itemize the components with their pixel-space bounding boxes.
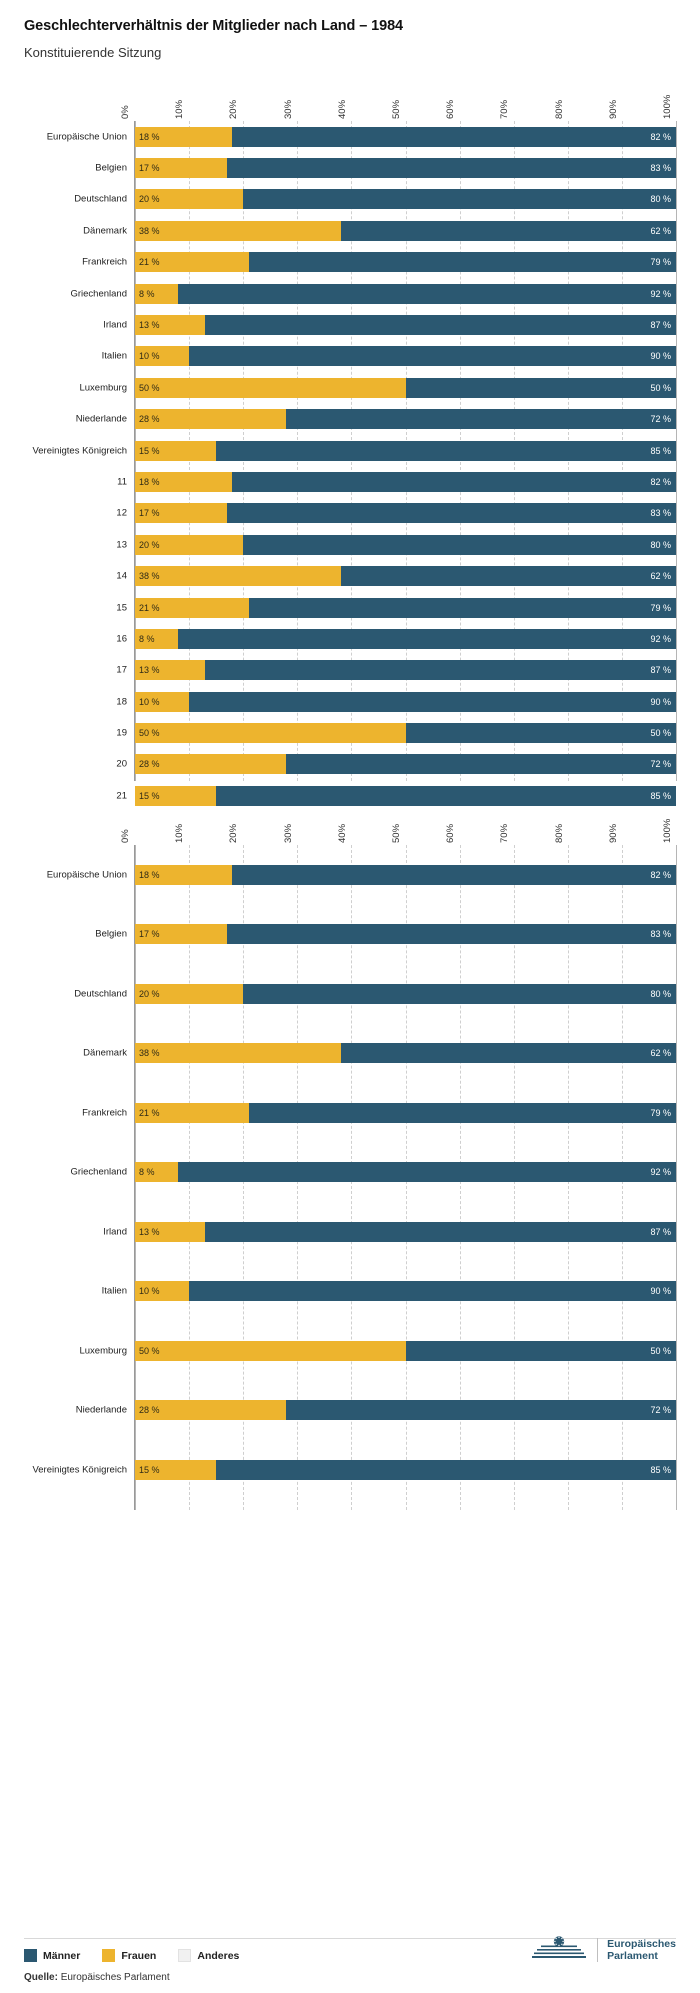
stacked-bar[interactable] [135, 1400, 676, 1420]
category-label: 17 [116, 664, 127, 676]
category-label: Europäische Union [46, 869, 127, 881]
chart-row [116, 686, 676, 717]
bar-label-women: 38 % [139, 571, 160, 582]
x-axis-tick-100: 100% [662, 94, 673, 119]
gridline-100 [676, 845, 678, 1510]
bar-segment-women[interactable] [135, 346, 189, 366]
chart-row [95, 904, 676, 964]
bar-segment-women[interactable] [135, 984, 243, 1004]
chart-row [32, 435, 676, 466]
bar-segment-women[interactable] [135, 1043, 341, 1063]
bar-segment-women[interactable] [135, 252, 249, 272]
bar-label-women: 17 % [139, 163, 160, 174]
bar-segment-women[interactable] [135, 865, 232, 885]
gridline-100 [676, 121, 678, 781]
chart-2-plot [32, 845, 676, 1510]
bar-segment-men[interactable] [178, 1162, 676, 1182]
bar-label-women: 10 % [139, 1286, 160, 1297]
stacked-bar[interactable] [135, 566, 676, 586]
bar-segment-women[interactable] [135, 503, 227, 523]
x-axis-tick-80: 80% [553, 99, 565, 119]
parliament-wordmark [597, 1938, 676, 1962]
chart-2-x-axis [120, 803, 676, 845]
stacked-bar[interactable] [135, 189, 676, 209]
chart-row [116, 498, 676, 529]
bar-label-men: 83 % [650, 508, 671, 519]
category-label: Deutschland [74, 193, 127, 205]
bar-label-men: 72 % [650, 759, 671, 770]
bar-segment-women[interactable] [135, 535, 243, 555]
european-parliament-logo [530, 1935, 676, 1965]
bar-label-women: 8 % [139, 633, 155, 644]
bar-label-women: 8 % [139, 288, 155, 299]
bar-segment-men[interactable] [227, 924, 676, 944]
bar-label-women: 21 % [139, 257, 160, 268]
category-label: Vereinigtes Königreich [32, 445, 127, 457]
bar-segment-men[interactable] [249, 598, 676, 618]
x-axis-tick-40: 40% [336, 99, 348, 119]
stacked-bar[interactable] [135, 984, 676, 1004]
category-label: Dänemark [83, 1047, 127, 1059]
x-axis-tick-100: 100% [662, 818, 673, 843]
bar-label-men: 85 % [650, 1464, 671, 1475]
bar-label-women: 20 % [139, 194, 160, 205]
bar-label-men: 83 % [650, 163, 671, 174]
stacked-bar[interactable] [135, 252, 676, 272]
bar-segment-men[interactable] [249, 252, 676, 272]
bar-segment-women[interactable] [135, 284, 178, 304]
stacked-bar[interactable] [135, 598, 676, 618]
x-axis-tick-30: 30% [282, 99, 294, 119]
page-title: Geschlechterverhältnis der Mitglieder nach Land – 1984 [24, 18, 403, 34]
chart-row [70, 278, 676, 309]
bar-label-men: 90 % [650, 696, 671, 707]
chart-1 [24, 79, 676, 802]
chart-row [74, 184, 676, 215]
bar-label-men: 79 % [650, 1107, 671, 1118]
category-label: 13 [116, 539, 127, 551]
category-label: Niederlande [75, 413, 127, 425]
bar-label-women: 50 % [139, 1345, 160, 1356]
bar-segment-women[interactable] [135, 409, 286, 429]
stacked-bar[interactable] [135, 692, 676, 712]
bar-segment-men[interactable] [227, 158, 676, 178]
x-axis-tick-60: 60% [445, 823, 457, 843]
legend-swatch-other [178, 1949, 191, 1962]
stacked-bar[interactable] [135, 472, 676, 492]
bar-segment-men[interactable] [227, 503, 676, 523]
chart-row [75, 1380, 676, 1440]
bar-label-women: 28 % [139, 414, 160, 425]
category-label: 21 [116, 790, 127, 802]
bar-label-men: 50 % [650, 1345, 671, 1356]
bar-label-men: 50 % [650, 728, 671, 739]
bar-segment-women[interactable] [135, 378, 406, 398]
chart-row [117, 466, 676, 497]
bar-segment-men[interactable] [232, 472, 676, 492]
bar-segment-men[interactable] [243, 189, 676, 209]
chart-row [95, 152, 676, 183]
bar-label-women: 21 % [139, 1107, 160, 1118]
bar-segment-women[interactable] [135, 1222, 205, 1242]
chart-row [103, 309, 676, 340]
bar-segment-women[interactable] [135, 629, 178, 649]
bar-segment-women[interactable] [135, 472, 232, 492]
x-axis-tick-80: 80% [553, 823, 565, 843]
legend-swatch-men [24, 1949, 37, 1962]
bar-label-men: 82 % [650, 869, 671, 880]
bar-label-men: 80 % [650, 194, 671, 205]
bar-label-men: 80 % [650, 539, 671, 550]
bar-segment-women[interactable] [135, 1103, 249, 1123]
bar-segment-men[interactable] [189, 1281, 676, 1301]
bar-segment-women[interactable] [135, 566, 341, 586]
bar-segment-women[interactable] [135, 315, 205, 335]
bar-label-women: 50 % [139, 382, 160, 393]
bar-segment-women[interactable] [135, 1400, 286, 1420]
stacked-bar[interactable] [135, 409, 676, 429]
stacked-bar[interactable] [135, 865, 676, 885]
bar-segment-men[interactable] [243, 984, 676, 1004]
chart-row [46, 121, 676, 152]
bar-label-men: 92 % [650, 633, 671, 644]
stacked-bar[interactable] [135, 924, 676, 944]
bar-label-women: 13 % [139, 1226, 160, 1237]
bar-label-women: 38 % [139, 1048, 160, 1059]
bar-segment-men[interactable] [189, 692, 676, 712]
bar-label-women: 18 % [139, 869, 160, 880]
chart-row [75, 404, 676, 435]
x-axis-tick-50: 50% [391, 99, 402, 119]
stacked-bar[interactable] [135, 221, 676, 241]
chart-row [79, 1321, 676, 1381]
category-label: Irland [103, 1226, 127, 1238]
stacked-bar[interactable] [135, 284, 676, 304]
bar-label-men: 85 % [650, 445, 671, 456]
bar-label-men: 62 % [650, 225, 671, 236]
bar-segment-men[interactable] [286, 754, 676, 774]
bar-segment-women[interactable] [135, 1281, 189, 1301]
chart-row [82, 247, 676, 278]
chart-row [83, 215, 676, 246]
bar-label-men: 50 % [650, 382, 671, 393]
stacked-bar[interactable] [135, 441, 676, 461]
stacked-bar[interactable] [135, 1043, 676, 1063]
bar-segment-men[interactable] [205, 315, 676, 335]
bar-segment-men[interactable] [232, 865, 676, 885]
x-axis-tick-40: 40% [336, 823, 348, 843]
x-axis-tick-0: 0% [120, 105, 131, 119]
bar-segment-women[interactable] [135, 692, 189, 712]
chart-header [0, 0, 700, 61]
x-axis-tick-60: 60% [445, 99, 457, 119]
stacked-bar[interactable] [135, 1222, 676, 1242]
chart-row [116, 529, 676, 560]
stacked-bar[interactable] [135, 723, 676, 743]
category-label: Irland [103, 319, 127, 331]
stacked-bar[interactable] [135, 1103, 676, 1123]
chart-row [101, 1261, 676, 1321]
bar-segment-men[interactable] [216, 441, 676, 461]
bar-label-men: 82 % [650, 131, 671, 142]
legend-item-women[interactable] [102, 1949, 156, 1962]
chart-row [116, 560, 676, 591]
category-label: 12 [116, 507, 127, 519]
bar-label-men: 79 % [650, 602, 671, 613]
bar-segment-women[interactable] [135, 221, 341, 241]
legend-swatch-women [102, 1949, 115, 1962]
stacked-bar[interactable] [135, 378, 676, 398]
bar-label-men: 62 % [650, 1048, 671, 1059]
stacked-bar[interactable] [135, 629, 676, 649]
chart-row [116, 749, 676, 780]
stacked-bar[interactable] [135, 346, 676, 366]
x-axis-tick-20: 20% [228, 99, 240, 119]
bar-label-men: 87 % [650, 1226, 671, 1237]
x-axis-tick-20: 20% [228, 823, 240, 843]
source-note [24, 1972, 676, 1983]
bar-segment-women[interactable] [135, 127, 232, 147]
bar-label-men: 87 % [650, 665, 671, 676]
legend-label-other: Anderes [197, 1949, 240, 1962]
legend-label-men: Männer [43, 1949, 81, 1962]
bar-segment-women[interactable] [135, 441, 216, 461]
x-axis-tick-10: 10% [174, 823, 186, 843]
stacked-bar[interactable] [135, 503, 676, 523]
x-axis-tick-90: 90% [607, 99, 619, 119]
bar-label-men: 62 % [650, 571, 671, 582]
x-axis-tick-50: 50% [391, 823, 402, 843]
chart-row [116, 623, 676, 654]
bar-label-men: 92 % [650, 1167, 671, 1178]
bar-label-men: 72 % [650, 1405, 671, 1416]
bar-label-men: 82 % [650, 476, 671, 487]
bar-label-women: 13 % [139, 320, 160, 331]
x-axis-tick-0: 0% [120, 829, 131, 843]
stacked-bar[interactable] [135, 127, 676, 147]
chart-row [70, 1142, 676, 1202]
bar-segment-men[interactable] [341, 1043, 676, 1063]
bar-segment-women[interactable] [135, 1460, 216, 1480]
bar-label-women: 28 % [139, 1405, 160, 1416]
x-axis-tick-30: 30% [282, 823, 294, 843]
bar-segment-women[interactable] [135, 660, 205, 680]
x-axis-tick-70: 70% [499, 99, 511, 119]
bar-label-women: 17 % [139, 508, 160, 519]
category-label: Luxemburg [79, 1345, 127, 1357]
bar-segment-women[interactable] [135, 1341, 406, 1361]
bar-segment-men[interactable] [406, 723, 677, 743]
stacked-bar[interactable] [135, 660, 676, 680]
category-label: Frankreich [82, 1107, 127, 1119]
bar-segment-men[interactable] [406, 378, 677, 398]
bar-segment-men[interactable] [205, 1222, 676, 1242]
bar-label-men: 72 % [650, 414, 671, 425]
chart-row [32, 1440, 676, 1500]
stacked-bar[interactable] [135, 1341, 676, 1361]
stacked-bar[interactable] [135, 1281, 676, 1301]
bar-label-women: 15 % [139, 445, 160, 456]
bar-segment-men[interactable] [178, 629, 676, 649]
bar-segment-women[interactable] [135, 723, 406, 743]
bar-segment-men[interactable] [216, 1460, 676, 1480]
category-label: Italien [101, 1285, 127, 1297]
category-label: Griechenland [70, 288, 127, 300]
category-label: Griechenland [70, 1166, 127, 1178]
bar-segment-men[interactable] [232, 127, 676, 147]
bar-label-women: 20 % [139, 988, 160, 999]
bar-label-men: 90 % [650, 1286, 671, 1297]
category-label: 20 [116, 758, 127, 770]
category-label: Deutschland [74, 988, 127, 1000]
page-subtitle: Konstituierende Sitzung [24, 45, 162, 61]
chart-row [101, 341, 676, 372]
chart-row [46, 845, 676, 905]
category-label: 11 [117, 476, 127, 488]
bar-label-men: 90 % [650, 351, 671, 362]
bar-segment-men[interactable] [249, 1103, 676, 1123]
legend-item-men[interactable] [24, 1949, 80, 1962]
stacked-bar[interactable] [135, 535, 676, 555]
x-axis-tick-90: 90% [607, 823, 619, 843]
bar-segment-women[interactable] [135, 754, 286, 774]
chart-row [103, 1202, 676, 1262]
category-label: Europäische Union [46, 131, 127, 143]
logo-line-1: Europäisches [607, 1937, 676, 1950]
bar-segment-men[interactable] [341, 221, 676, 241]
category-label: 16 [116, 633, 127, 645]
bar-label-men: 83 % [650, 929, 671, 940]
bar-segment-men[interactable] [406, 1341, 677, 1361]
chart-row [74, 964, 676, 1024]
bar-segment-men[interactable] [189, 346, 676, 366]
bar-label-men: 87 % [650, 320, 671, 331]
stacked-bar[interactable] [135, 754, 676, 774]
bar-label-men: 80 % [650, 988, 671, 999]
bar-label-women: 18 % [139, 131, 160, 142]
chart-row [83, 1023, 676, 1083]
category-label: Frankreich [82, 256, 127, 268]
bar-segment-men[interactable] [205, 660, 676, 680]
chart-1-x-axis [120, 79, 676, 121]
category-label: 15 [116, 602, 127, 614]
bar-label-women: 21 % [139, 602, 160, 613]
category-label: Vereinigtes Königreich [32, 1464, 127, 1476]
legend-label-women: Frauen [121, 1949, 157, 1962]
stacked-bar[interactable] [135, 1460, 676, 1480]
stacked-bar[interactable] [135, 315, 676, 335]
chart-row [116, 655, 676, 686]
parliament-hemicycle-icon [530, 1935, 588, 1965]
category-label: Dänemark [83, 225, 127, 237]
stacked-bar[interactable] [135, 1162, 676, 1182]
bar-segment-men[interactable] [286, 409, 676, 429]
bar-segment-men[interactable] [243, 535, 676, 555]
category-label: Belgien [95, 162, 127, 174]
bar-label-men: 79 % [650, 257, 671, 268]
bar-label-women: 28 % [139, 759, 160, 770]
stacked-bar[interactable] [135, 158, 676, 178]
category-label: 14 [116, 570, 127, 582]
chart-row [116, 592, 676, 623]
x-axis-tick-70: 70% [499, 823, 511, 843]
bar-label-women: 13 % [139, 665, 160, 676]
bar-label-women: 20 % [139, 539, 160, 550]
bar-label-women: 15 % [139, 1464, 160, 1475]
bar-label-women: 15 % [139, 790, 160, 801]
category-label: Italien [101, 350, 127, 362]
chart-1-plot [32, 121, 676, 802]
bar-label-men: 92 % [650, 288, 671, 299]
bar-segment-women[interactable] [135, 924, 227, 944]
bar-segment-women[interactable] [135, 189, 243, 209]
category-label: Belgien [95, 928, 127, 940]
chart-2 [24, 803, 676, 1510]
category-label: Luxemburg [79, 382, 127, 394]
chart-row [82, 1083, 676, 1143]
category-label: 19 [116, 727, 127, 739]
category-label: 18 [116, 696, 127, 708]
bar-label-women: 10 % [139, 351, 160, 362]
x-axis-tick-10: 10% [174, 99, 186, 119]
bar-label-women: 17 % [139, 929, 160, 940]
bar-segment-women[interactable] [135, 598, 249, 618]
category-label: Niederlande [75, 1404, 127, 1416]
legend-item-other[interactable] [178, 1949, 239, 1962]
bar-segment-men[interactable] [178, 284, 676, 304]
bar-label-women: 38 % [139, 225, 160, 236]
bar-label-men: 85 % [650, 790, 671, 801]
bar-segment-women[interactable] [135, 158, 227, 178]
bar-segment-women[interactable] [135, 1162, 178, 1182]
source-label: Quelle: [24, 1972, 58, 1983]
bar-label-women: 18 % [139, 476, 160, 487]
logo-line-2: Parlament [607, 1950, 658, 1962]
source-value: Europäisches Parlament [60, 1972, 170, 1983]
bar-label-women: 10 % [139, 696, 160, 707]
bar-segment-men[interactable] [341, 566, 676, 586]
bar-segment-men[interactable] [286, 1400, 676, 1420]
bar-label-women: 8 % [139, 1167, 155, 1178]
bar-label-women: 50 % [139, 728, 160, 739]
chart-row [116, 717, 676, 748]
chart-row [79, 372, 676, 403]
